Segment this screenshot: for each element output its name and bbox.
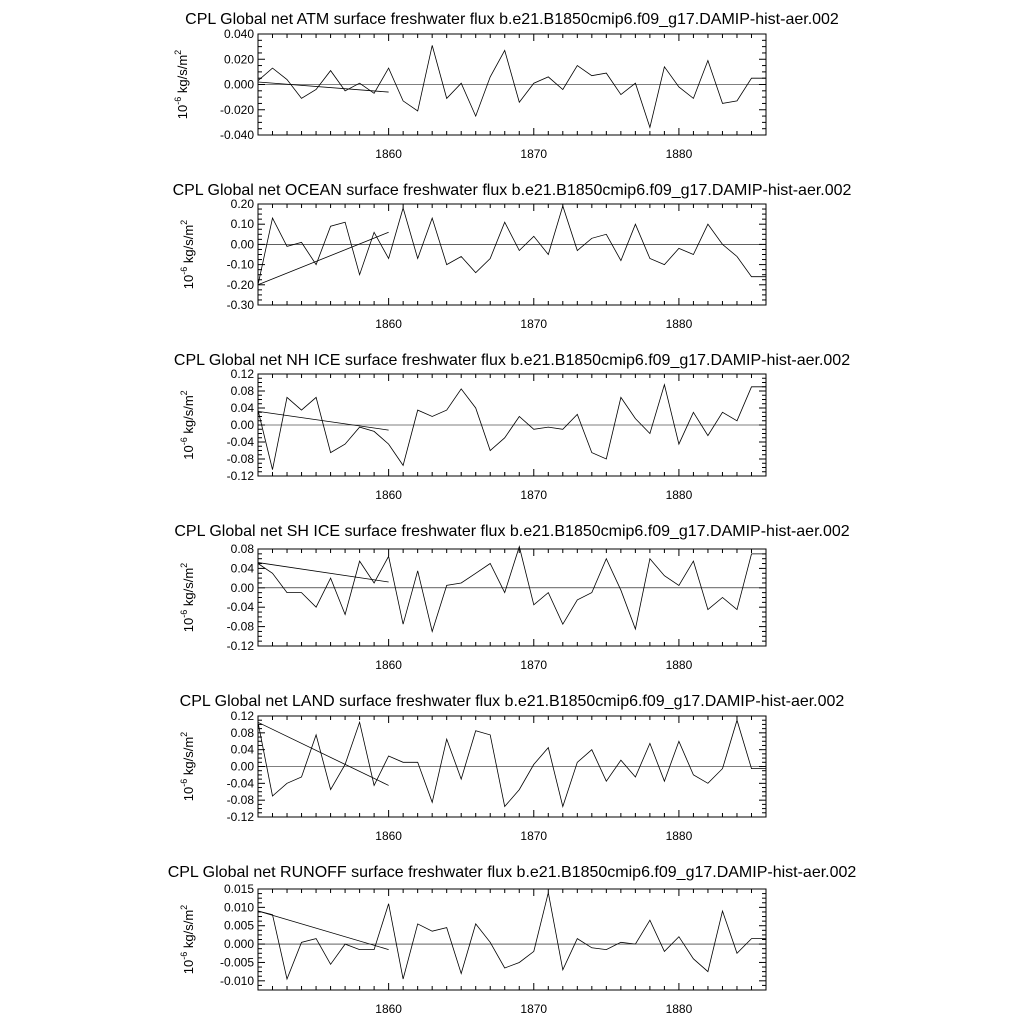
series-line <box>258 893 766 979</box>
panel-nh-ice <box>174 352 850 502</box>
y-tick-label: -0.12 <box>226 639 254 653</box>
x-tick-label: 1860 <box>375 488 402 502</box>
y-tick-label: 0.20 <box>230 197 254 211</box>
x-tick-label: 1860 <box>375 658 402 672</box>
plot-frame <box>258 889 766 990</box>
panel-title: CPL Global net NH ICE surface freshwater flux b.e21.B1850cmip6.f09_g17.DAMIP-hist-aer.002 <box>173 352 851 369</box>
y-tick-label: 0.020 <box>223 52 254 67</box>
x-tick-label: 1860 <box>375 317 402 331</box>
y-tick-label: -0.12 <box>226 810 254 824</box>
y-tick-label: -0.010 <box>219 973 254 988</box>
trend-line <box>258 232 389 285</box>
y-tick-label: -0.020 <box>219 102 254 117</box>
trend-line <box>258 563 389 582</box>
x-tick-label: 1880 <box>665 488 693 502</box>
x-tick-label: 1870 <box>520 829 548 843</box>
y-tick-label: -0.08 <box>226 619 254 634</box>
panel-title: CPL Global net SH ICE surface freshwater flux b.e21.B1850cmip6.f09_g17.DAMIP-hist-aer.002 <box>174 523 850 540</box>
y-tick-label: 0.00 <box>230 237 254 252</box>
y-tick-label: 0.010 <box>223 900 254 915</box>
x-tick-label: 1880 <box>665 147 693 161</box>
panel-ocean <box>173 182 852 331</box>
panel-title: CPL Global net OCEAN surface freshwater flux b.e21.B1850cmip6.f09_g17.DAMIP-hist-aer.002 <box>172 182 852 199</box>
series-line <box>258 385 766 470</box>
y-tick-label: 0.040 <box>223 27 254 41</box>
panel-title: CPL Global net RUNOFF surface freshwater flux b.e21.B1850cmip6.f09_g17.DAMIP-hist-aer.002 <box>167 864 857 881</box>
y-tick-label: -0.005 <box>219 955 254 970</box>
y-tick-label: 0.00 <box>230 759 254 774</box>
trend-line <box>258 722 389 785</box>
y-tick-label: 0.12 <box>230 367 254 381</box>
y-axis-label: $10^{-6}$ $kg/s/m^2$ <box>179 904 196 975</box>
series-line <box>258 720 766 806</box>
x-tick-label: 1860 <box>375 147 402 161</box>
trend-line <box>258 411 389 430</box>
y-tick-label: -0.10 <box>226 257 254 272</box>
x-tick-label: 1880 <box>665 317 693 331</box>
panel-sh-ice <box>174 523 849 672</box>
y-axis-label: $10^{-6}$ $kg/s/m^2$ <box>179 731 196 802</box>
x-tick-label: 1860 <box>375 829 402 843</box>
y-axis-label: $10^{-6}$ $kg/s/m^2$ <box>179 562 196 633</box>
y-tick-label: -0.040 <box>219 128 254 142</box>
panel-title: CPL Global net ATM surface freshwater flux b.e21.B1850cmip6.f09_g17.DAMIP-hist-aer.002 <box>185 11 839 28</box>
x-tick-label: 1860 <box>375 1002 402 1016</box>
y-tick-label: -0.30 <box>226 298 254 312</box>
plot-frame <box>258 549 766 646</box>
y-axis-label: $10^{-6}$ $kg/s/m^2$ <box>173 49 190 120</box>
x-tick-label: 1870 <box>520 488 548 502</box>
y-tick-label: -0.08 <box>226 452 254 466</box>
y-tick-label: -0.04 <box>226 776 254 791</box>
y-tick-label: 0.04 <box>230 742 254 757</box>
series-line <box>258 45 766 127</box>
x-tick-label: 1880 <box>665 829 693 843</box>
y-tick-label: 0.04 <box>230 401 254 415</box>
y-tick-label: -0.04 <box>226 435 254 449</box>
y-tick-label: -0.04 <box>226 600 254 615</box>
panel-land <box>179 693 844 843</box>
series-line <box>258 206 766 285</box>
x-tick-label: 1880 <box>665 1002 693 1016</box>
y-tick-label: -0.08 <box>226 793 254 808</box>
y-tick-label: 0.12 <box>230 709 254 723</box>
y-tick-label: 0.015 <box>223 882 254 896</box>
panel-title: CPL Global net LAND surface freshwater flux b.e21.B1850cmip6.f09_g17.DAMIP-hist-aer.002 <box>179 693 845 710</box>
y-tick-label: 0.00 <box>230 580 254 595</box>
series-line <box>258 547 766 632</box>
panel-runoff <box>168 864 857 1016</box>
y-tick-label: 0.08 <box>230 725 254 740</box>
panel-atm <box>173 11 839 161</box>
y-tick-label: 0.08 <box>230 542 254 556</box>
y-axis-label: $10^{-6}$ $kg/s/m^2$ <box>179 390 196 460</box>
y-tick-label: 0.00 <box>230 418 254 432</box>
y-tick-label: 0.08 <box>230 384 254 398</box>
x-tick-label: 1870 <box>520 147 548 161</box>
y-tick-label: -0.20 <box>226 277 254 292</box>
x-tick-label: 1870 <box>520 658 548 672</box>
y-tick-label: 0.005 <box>223 918 254 933</box>
y-tick-label: 0.000 <box>223 937 254 952</box>
y-tick-label: 0.04 <box>230 561 254 576</box>
x-tick-label: 1870 <box>520 317 548 331</box>
y-axis-label: $10^{-6}$ $kg/s/m^2$ <box>179 219 196 290</box>
trend-line <box>258 82 389 92</box>
x-tick-label: 1870 <box>520 1002 548 1016</box>
y-tick-label: -0.12 <box>226 469 254 483</box>
y-tick-label: 0.10 <box>230 217 254 232</box>
x-tick-label: 1880 <box>665 658 693 672</box>
y-tick-label: 0.000 <box>223 77 254 92</box>
